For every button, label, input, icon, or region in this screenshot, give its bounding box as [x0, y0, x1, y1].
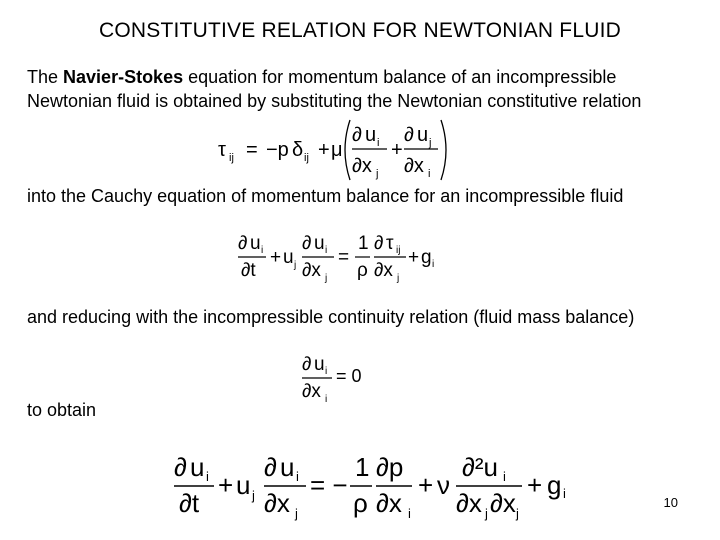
eq2-sub-j: j	[294, 260, 297, 271]
eq1-u2: u	[417, 124, 429, 146]
eq1-left-paren	[345, 120, 350, 180]
eq2-one: 1	[358, 233, 369, 254]
eq3-u: u	[314, 354, 325, 375]
eq2-sub-ij: ij	[396, 245, 401, 256]
eq1-tau: τ	[218, 139, 226, 161]
equation-constitutive-svg	[212, 116, 452, 184]
eq1-plus2: +	[391, 139, 403, 161]
eq4-d2sq: ∂²u	[462, 452, 498, 482]
intro-text-1: The	[27, 67, 64, 87]
eq2-plus: +	[270, 247, 282, 268]
eq4-plus3: +	[527, 470, 543, 500]
eq2-dx2: ∂x	[374, 260, 393, 281]
eq4-sub-j: j	[252, 488, 255, 503]
eq4-one: 1	[355, 452, 370, 482]
eq4-dx3: ∂x	[490, 488, 516, 518]
eq2-sub-i: i	[261, 245, 264, 256]
eq4-equals: = −	[310, 470, 348, 500]
eq4-dt: ∂t	[179, 488, 200, 518]
equation-cauchy-svg	[236, 229, 446, 285]
eq3-sub-i2: i	[325, 394, 328, 405]
eq4-u2: u	[236, 470, 251, 500]
eq2-tau: τ	[386, 233, 394, 254]
eq3-dx: ∂x	[302, 381, 321, 402]
paragraph-continuity: and reducing with the incompressible continuity relation (fluid mass balance)	[27, 307, 635, 327]
eq2-plus2: +	[408, 247, 420, 268]
equation-navier-stokes	[172, 448, 577, 526]
equation-constitutive	[212, 116, 452, 184]
eq4-dxdx: ∂x	[456, 488, 482, 518]
eq4-dx2: ∂x	[376, 488, 402, 518]
intro-text-2: equation for momentum balance of an incompressible Newtonian fluid is obtained by substituting the Newtonian constitutive relation	[27, 67, 642, 111]
eq1-sub-i2: i	[428, 168, 431, 180]
eq4-sub-i4: i	[503, 469, 506, 484]
paragraph-intro	[27, 65, 697, 113]
eq2-equals: =	[338, 247, 350, 268]
eq1-mu: μ	[331, 139, 343, 161]
eq2-sub-j3: j	[397, 273, 400, 284]
eq4-nu: ν	[437, 470, 450, 500]
eq2-sub-j2: j	[325, 273, 328, 284]
eq4-rho: ρ	[353, 488, 368, 518]
eq1-delta: δ	[292, 139, 304, 161]
eq4-sub-j2: j	[295, 506, 298, 521]
eq4-d2: ∂	[264, 452, 277, 482]
eq2-d1: ∂	[238, 233, 248, 254]
eq1-sub-j: j	[376, 168, 379, 180]
paragraph-obtain: to obtain	[27, 400, 97, 420]
eq2-sub-i3: i	[432, 259, 435, 270]
eq1-dx2: ∂x	[404, 155, 424, 177]
eq1-u1: u	[365, 124, 377, 146]
eq1-equals: =	[246, 139, 258, 161]
eq4-u3: u	[280, 452, 295, 482]
eq1-sub-ij2: ij	[304, 152, 309, 164]
eq4-u1: u	[190, 452, 205, 482]
eq4-dp: ∂p	[376, 452, 404, 482]
eq2-u3: u	[314, 233, 325, 254]
eq2-dx: ∂x	[302, 260, 321, 281]
eq2-rho: ρ	[357, 260, 368, 281]
eq4-g: g	[547, 470, 562, 500]
page-number: 10	[663, 495, 678, 510]
eq4-plus2: +	[418, 470, 434, 500]
eq2-sub-i2: i	[325, 245, 328, 256]
eq4-sub-j4: j	[516, 506, 519, 521]
eq1-right-paren	[441, 120, 446, 180]
eq2-g: g	[421, 247, 432, 268]
eq4-sub-i5: i	[563, 486, 566, 501]
eq3-equals-zero: = 0	[336, 366, 362, 386]
eq1-d2: ∂	[404, 124, 414, 146]
eq1-sub-ij: ij	[229, 152, 234, 164]
eq2-u1: u	[250, 233, 261, 254]
eq1-sub-j2: j	[429, 137, 432, 149]
eq1-dx1: ∂x	[352, 155, 372, 177]
navier-stokes-term: Navier-Stokes	[63, 67, 184, 87]
eq2-dt: ∂t	[241, 260, 256, 281]
eq2-d3: ∂	[374, 233, 384, 254]
eq4-sub-j3: j	[485, 506, 488, 521]
eq4-sub-i2: i	[296, 469, 299, 484]
slide-title: CONSTITUTIVE RELATION FOR NEWTONIAN FLUID	[99, 19, 621, 42]
equation-navier-stokes-svg	[172, 448, 577, 526]
eq4-plus: +	[218, 470, 234, 500]
eq1-sub-i: i	[377, 137, 380, 149]
eq3-d: ∂	[302, 354, 312, 375]
paragraph-cauchy: into the Cauchy equation of momentum balance for an incompressible fluid	[27, 186, 624, 206]
eq4-sub-i: i	[206, 469, 209, 484]
eq1-minus-p: −p	[266, 139, 289, 161]
eq4-dx: ∂x	[264, 488, 290, 518]
eq1-d1: ∂	[352, 124, 362, 146]
eq2-u2: u	[283, 247, 294, 268]
equation-cauchy	[236, 229, 446, 285]
eq4-d1: ∂	[174, 452, 187, 482]
eq1-plus: +	[318, 139, 330, 161]
eq4-sub-i3: i	[408, 506, 411, 521]
eq3-sub-i: i	[325, 366, 328, 377]
eq2-d2: ∂	[302, 233, 312, 254]
